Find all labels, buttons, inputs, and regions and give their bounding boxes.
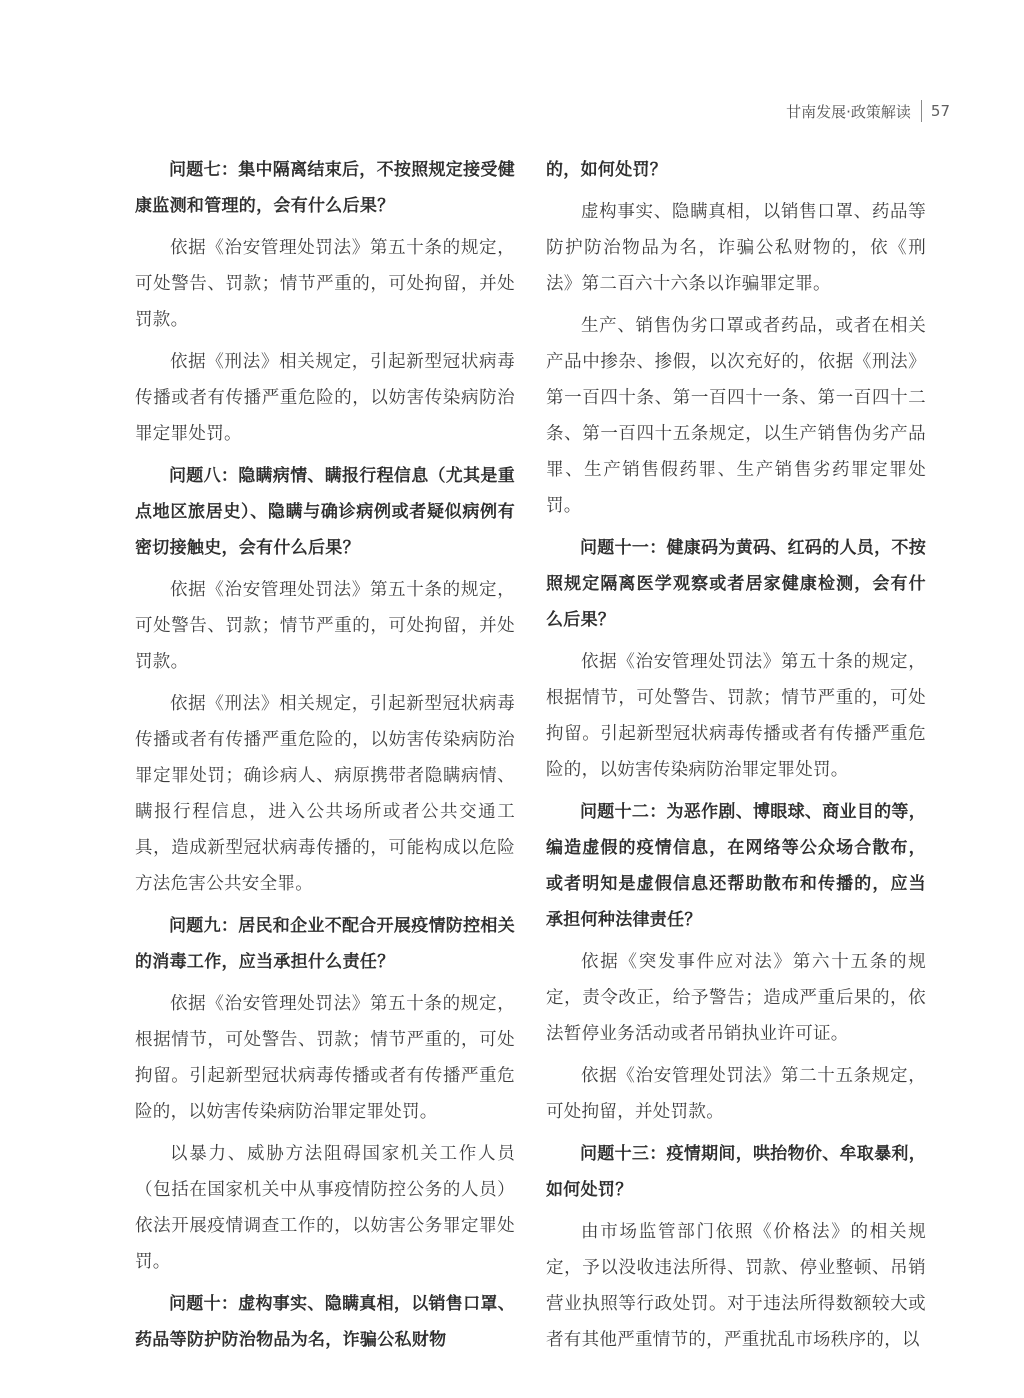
body-paragraph: 以暴力、威胁方法阻碍国家机关工作人员（包括在国家机关中从事疫情防控公务的人员）依法开展疫情调查工作的，以妨害公务罪定罪处罚。	[135, 1144, 515, 1272]
page-number: 57	[930, 102, 950, 120]
question-heading: 问题十：虚构事实、隐瞒真相，以销售口罩、药品等防护防治物品为名，诈骗公私财物	[135, 1294, 515, 1350]
body-paragraph: 依据《治安管理处罚法》第五十条的规定，可处警告、罚款；情节严重的，可处拘留，并处罚款。	[135, 238, 515, 330]
body-paragraph: 依据《治安管理处罚法》第五十条的规定，根据情节，可处警告、罚款；情节严重的，可处拘留。引起新型冠状病毒传播或者有传播严重危险的，以妨害传染病防治罪定罪处罚。	[546, 652, 926, 780]
question-heading: 问题八：隐瞒病情、瞒报行程信息（尤其是重点地区旅居史）、隐瞒与确诊病例或者疑似病例有密切接触史，会有什么后果？	[135, 466, 515, 558]
question-heading: 问题十一：健康码为黄码、红码的人员，不按照规定隔离医学观察或者居家健康检测，会有什么后果？	[546, 538, 926, 630]
body-paragraph: 虚构事实、隐瞒真相，以销售口罩、药品等防护防治物品为名，诈骗公私财物的，依《刑法》第二百六十六条以诈骗罪定罪。	[546, 202, 926, 294]
body-paragraph: 依据《治安管理处罚法》第二十五条规定，可处拘留，并处罚款。	[546, 1066, 926, 1122]
question-heading-continued: 的，如何处罚？	[546, 160, 668, 180]
body-paragraph: 由市场监管部门依照《价格法》的相关规定，予以没收违法所得、罚款、停业整顿、吊销营业执照等行政处罚。对于违法所得数额较大或者有其他严重情节的，严重扰乱市场秩序的，以	[546, 1222, 926, 1350]
left-column	[135, 152, 515, 1364]
question-heading: 问题十二：为恶作剧、博眼球、商业目的等，编造虚假的疫情信息，在网络等公众场合散布，或者明知是虚假信息还帮助散布和传播的，应当承担何种法律责任？	[546, 802, 926, 930]
header-divider	[921, 100, 922, 122]
body-paragraph: 依据《刑法》相关规定，引起新型冠状病毒传播或者有传播严重危险的，以妨害传染病防治罪定罪处罚；确诊病人、病原携带者隐瞒病情、瞒报行程信息，进入公共场所或者公共交通工具，造成新型冠状病毒传播的，可能构成以危险方法危害公共安全罪。	[135, 694, 515, 894]
right-column	[546, 152, 926, 1364]
question-heading: 问题七：集中隔离结束后，不按照规定接受健康监测和管理的，会有什么后果？	[135, 160, 515, 216]
body-paragraph: 依据《突发事件应对法》第六十五条的规定，责令改正，给予警告；造成严重后果的，依法暂停业务活动或者吊销执业许可证。	[546, 952, 926, 1044]
body-paragraph: 依据《治安管理处罚法》第五十条的规定，根据情节，可处警告、罚款；情节严重的，可处拘留。引起新型冠状病毒传播或者有传播严重危险的，以妨害传染病防治罪定罪处罚。	[135, 994, 515, 1122]
question-heading: 问题十三：疫情期间，哄抬物价、牟取暴利，如何处罚？	[546, 1144, 926, 1200]
body-paragraph: 依据《治安管理处罚法》第五十条的规定，可处警告、罚款；情节严重的，可处拘留，并处罚款。	[135, 580, 515, 672]
page-header	[786, 98, 950, 124]
body-paragraph: 依据《刑法》相关规定，引起新型冠状病毒传播或者有传播严重危险的，以妨害传染病防治罪定罪处罚。	[135, 352, 515, 444]
publication-title: 甘南发展·政策解读	[786, 102, 911, 121]
body-paragraph: 生产、销售伪劣口罩或者药品，或者在相关产品中掺杂、掺假，以次充好的，依据《刑法》第一百四十条、第一百四十一条、第一百四十二条、第一百四十五条规定，以生产销售伪劣产品罪、生产销售假药罪、生产销售劣药罪定罪处罚。	[546, 316, 926, 516]
question-heading: 问题九：居民和企业不配合开展疫情防控相关的消毒工作，应当承担什么责任？	[135, 916, 515, 972]
